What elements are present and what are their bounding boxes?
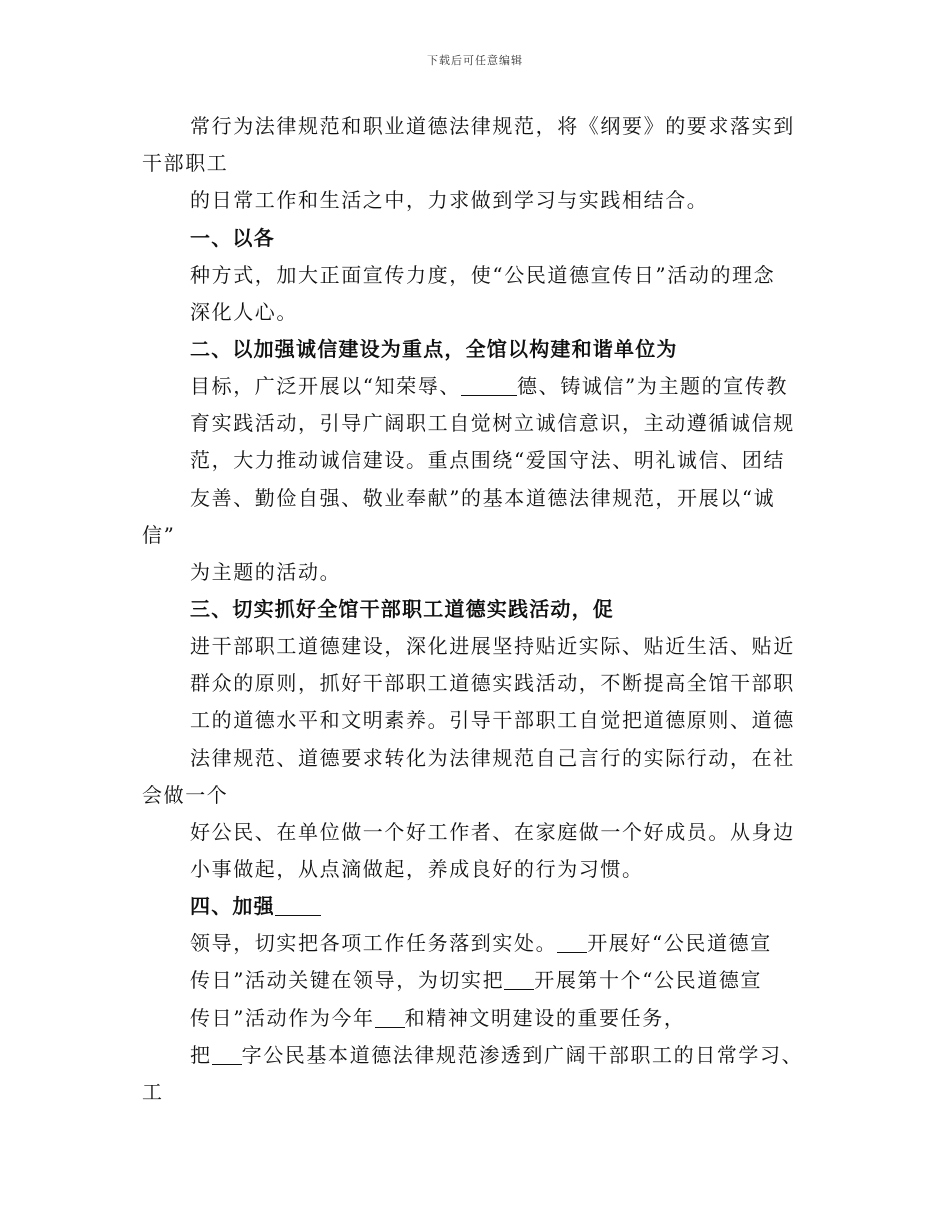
text-line: 友善、勤俭自强、敬业奉献”的基本道德法律规范，开展以“诚 — [190, 486, 776, 510]
text-segment: 字公民基本道德法律规范渗透到广阔干部职工的日常学习、 — [241, 1043, 804, 1067]
text-segment: 四、加强 — [190, 894, 275, 918]
text-segment: 德、铸诚信”为主题的宣传教 — [517, 374, 789, 398]
text-line — [190, 931, 772, 955]
text-line: 群众的原则，抓好干部职工道德实践活动，不断提高全馆干部职 — [190, 671, 795, 695]
fill-in-blank — [212, 1044, 242, 1065]
fill-in-blank — [504, 969, 534, 990]
text-line: 信” — [142, 523, 176, 547]
text-line: 小事做起，从点滴做起，养成良好的行为习惯。 — [190, 857, 644, 881]
text-line — [190, 968, 762, 992]
text-line: 范，大力推动诚信建设。重点围绕“爱国守法、明礼诚信、团结 — [190, 448, 786, 472]
text-line: 的日常工作和生活之中，力求做到学习与实践相结合。 — [190, 188, 709, 212]
text-line: 为主题的活动。 — [190, 560, 342, 584]
text-line: 育实践活动，引导广阔职工自觉树立诚信意识，主动遵循诚信规 — [190, 411, 795, 435]
text-segment: 目标，广泛开展以“知荣辱、 — [190, 374, 462, 398]
text-line: 进干部职工道德建设，深化进展坚持贴近实际、贴近生活、贴近 — [190, 634, 795, 658]
text-line — [190, 1043, 803, 1067]
fill-in-blank — [461, 375, 517, 396]
text-segment: 把 — [190, 1043, 212, 1067]
section-heading — [190, 894, 321, 918]
text-line: 工 — [142, 1080, 164, 1104]
fill-in-blank — [557, 932, 587, 953]
text-segment: 开展第十个“公民道德宣 — [534, 968, 763, 992]
text-line: 好公民、在单位做一个好工作者、在家庭做一个好成员。从身边 — [190, 820, 795, 844]
text-line: 种方式，加大正面宣传力度，使“公民道德宣传日”活动的理念 — [190, 263, 776, 287]
text-line — [190, 1006, 685, 1030]
text-line: 干部职工 — [142, 151, 229, 175]
text-segment: 和精神文明建设的重要任务， — [404, 1006, 686, 1030]
text-line: 会做一个 — [142, 783, 229, 807]
text-segment: 领导，切实把各项工作任务落到实处。 — [190, 931, 558, 955]
text-line: 深化人心。 — [190, 300, 298, 324]
text-line: 常行为法律规范和职业道德法律规范，将《纲要》的要求落实到 — [190, 114, 795, 138]
text-line: 法律规范、道德要求转化为法律规范自己言行的实际行动，在社 — [190, 746, 795, 770]
page-header: 下载后可任意编辑 — [427, 54, 523, 67]
fill-in-blank — [275, 895, 321, 916]
text-segment: 传日”活动作为今年 — [190, 1006, 375, 1030]
section-heading: 一、以各 — [190, 226, 275, 250]
text-line: 工的道德水平和文明素养。引导干部职工自觉把道德原则、道德 — [190, 708, 795, 732]
section-heading: 三、切实抓好全馆干部职工道德实践活动，促 — [190, 597, 614, 621]
text-segment: 开展好“公民道德宣 — [587, 931, 772, 955]
section-heading: 二、以加强诚信建设为重点，全馆以构建和谐单位为 — [190, 337, 678, 361]
text-line — [190, 374, 788, 398]
text-segment: 传日”活动关键在领导，为切实把 — [190, 968, 505, 992]
fill-in-blank — [375, 1007, 405, 1028]
